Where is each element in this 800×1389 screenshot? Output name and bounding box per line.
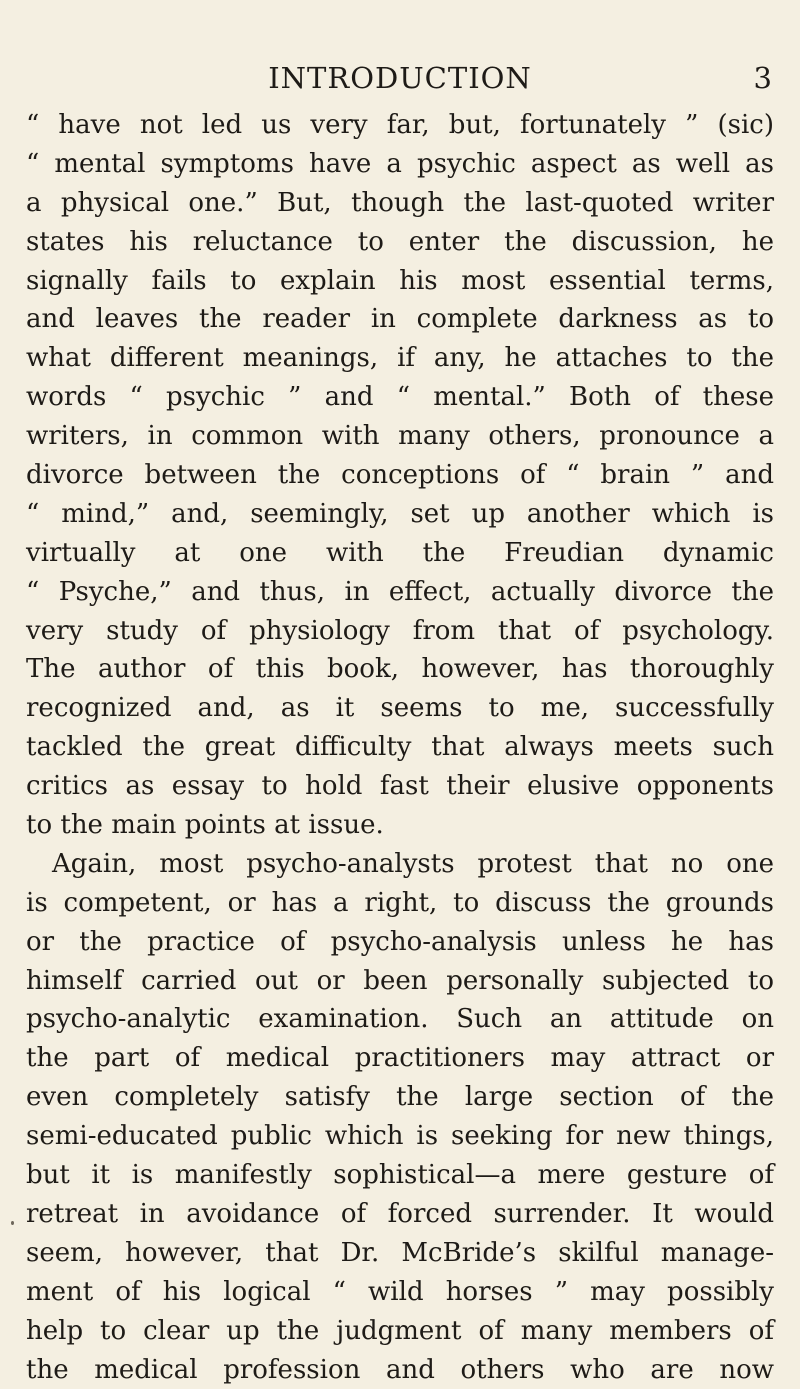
text-line: virtually at one with the Freudian dynamic (26, 534, 774, 573)
text-line: writers, in common with many others, pronounce a (26, 417, 774, 456)
running-head (26, 58, 774, 98)
text-line: Again, most psycho-analysts protest that no one (26, 845, 774, 884)
text-line: help to clear up the judgment of many members of (26, 1312, 774, 1351)
book-page (26, 0, 774, 1316)
text-line: signally fails to explain his most essential terms, (26, 262, 774, 301)
page-number: 3 (754, 58, 772, 98)
text-line: recognized and, as it seems to me, successfully (26, 689, 774, 728)
text-line: and leaves the reader in complete darkness as to (26, 300, 774, 339)
text-line: ment of his logical “ wild horses ” may possibly (26, 1273, 774, 1312)
running-title: INTRODUCTION (26, 58, 774, 98)
text-line: states his reluctance to enter the discussion, he (26, 223, 774, 262)
text-line: is competent, or has a right, to discuss the grounds (26, 884, 774, 923)
body-text (26, 106, 774, 1389)
text-line: to the main points at issue. (26, 806, 774, 845)
text-line: retreat in avoidance of forced surrender. It would (26, 1195, 774, 1234)
text-line: words “ psychic ” and “ mental.” Both of these (26, 378, 774, 417)
text-line: what different meanings, if any, he attaches to the (26, 339, 774, 378)
text-line: seem, however, that Dr. McBride’s skilful manage- (26, 1234, 774, 1273)
text-line: even completely satisfy the large section of the (26, 1078, 774, 1117)
text-line: “ mental symptoms have a psychic aspect as well as (26, 145, 774, 184)
text-line: the part of medical practitioners may attract or (26, 1039, 774, 1078)
text-line: the medical profession and others who are now (26, 1351, 774, 1389)
text-line: semi-educated public which is seeking for new things, (26, 1117, 774, 1156)
text-line: The author of this book, however, has thoroughly (26, 650, 774, 689)
text-line: divorce between the conceptions of “ brain ” and (26, 456, 774, 495)
text-line: “ have not led us very far, but, fortunately ” (sic) (26, 106, 774, 145)
paper-speck (11, 1221, 14, 1225)
text-line: psycho-analytic examination. Such an attitude on (26, 1000, 774, 1039)
text-line: “ mind,” and, seemingly, set up another which is (26, 495, 774, 534)
text-line: very study of physiology from that of psychology. (26, 612, 774, 651)
text-line: or the practice of psycho-analysis unless he has (26, 923, 774, 962)
text-line: tackled the great difficulty that always meets such (26, 728, 774, 767)
text-line: but it is manifestly sophistical—a mere gesture of (26, 1156, 774, 1195)
text-line: critics as essay to hold fast their elusive opponents (26, 767, 774, 806)
text-line: a physical one.” But, though the last-quoted writer (26, 184, 774, 223)
text-line: himself carried out or been personally subjected to (26, 962, 774, 1001)
text-line: “ Psyche,” and thus, in effect, actually divorce the (26, 573, 774, 612)
